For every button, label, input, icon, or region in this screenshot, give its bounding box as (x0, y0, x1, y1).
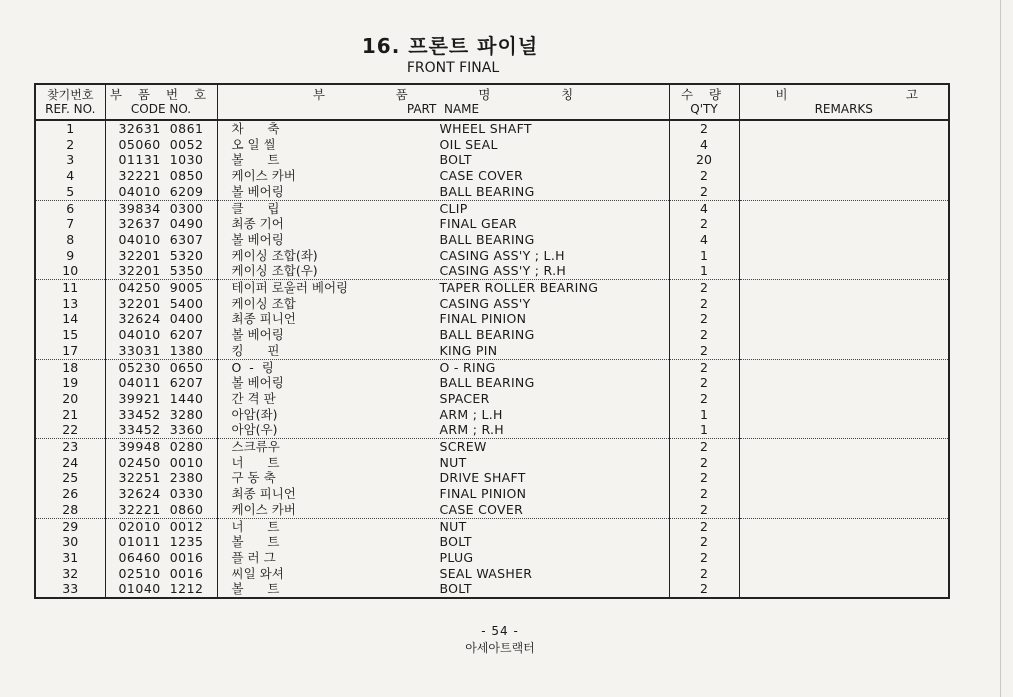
header-ref-english: REF. NO. (45, 102, 96, 116)
part-name-cell (217, 232, 669, 248)
table-row (35, 311, 949, 327)
header-code-korean: 부 품 번 호 (109, 87, 213, 102)
remarks (739, 566, 949, 582)
header-remarks-korean-1: 비 (775, 87, 788, 102)
table-row (35, 327, 949, 343)
part-name-cell (217, 311, 669, 327)
quantity: 1 (669, 407, 739, 423)
part-name-english: TAPER ROLLER BEARING (439, 280, 599, 296)
table-row (35, 407, 949, 423)
part-name-korean: 스크류우 (231, 439, 280, 455)
code-number: 02450 0010 (105, 455, 217, 471)
quantity: 2 (669, 280, 739, 296)
part-name-korean: 씨일 와셔 (231, 565, 284, 581)
remarks (739, 137, 949, 153)
table-row (35, 184, 949, 200)
ref-number: 18 (35, 359, 105, 375)
part-name-english: PLUG (439, 549, 474, 565)
part-name-korean: 볼 트 (231, 581, 280, 597)
remarks (739, 534, 949, 550)
header-part-english: PART NAME (406, 102, 480, 116)
header-remarks-korean (740, 88, 949, 102)
part-name-cell (217, 518, 669, 534)
table-row (35, 375, 949, 391)
table-row (35, 470, 949, 486)
remarks (739, 470, 949, 486)
code-number: 04010 6207 (105, 327, 217, 343)
header-code-english: CODE NO. (130, 102, 192, 116)
quantity: 2 (669, 486, 739, 502)
part-name-english: O - RING (439, 359, 496, 375)
remarks (739, 232, 949, 248)
remarks (739, 216, 949, 232)
part-name-korean: 케이스 카버 (231, 501, 296, 517)
part-name-korean: 볼 트 (231, 534, 280, 550)
table-row (35, 439, 949, 455)
ref-number: 22 (35, 422, 105, 438)
code-number: 39834 0300 (105, 200, 217, 216)
part-name-cell (217, 296, 669, 312)
part-name-cell (217, 566, 669, 582)
part-name-korean: 케이싱 조합 (231, 295, 296, 311)
remarks (739, 168, 949, 184)
table-row (35, 248, 949, 264)
part-name-english: BALL BEARING (439, 183, 535, 199)
part-name-english: OIL SEAL (439, 136, 498, 152)
part-name-korean: O - 링 (231, 359, 274, 375)
code-number: 01131 1030 (105, 152, 217, 168)
ref-number: 5 (35, 184, 105, 200)
ref-number: 17 (35, 343, 105, 359)
ref-number: 23 (35, 439, 105, 455)
table-row (35, 280, 949, 296)
quantity: 2 (669, 168, 739, 184)
header-remarks (739, 84, 949, 120)
code-number: 01040 1212 (105, 581, 217, 598)
part-name-english: CASE COVER (439, 501, 524, 517)
quantity: 2 (669, 311, 739, 327)
code-number: 32201 5400 (105, 296, 217, 312)
part-name-korean: 오 일 씰 (231, 136, 276, 152)
part-name-english: BALL BEARING (439, 375, 535, 391)
publisher-name: 아세아트랙터 (465, 641, 535, 655)
table-row (35, 232, 949, 248)
part-name-english: CASING ASS'Y (439, 295, 531, 311)
part-name-cell (217, 327, 669, 343)
quantity: 2 (669, 359, 739, 375)
part-name-cell (217, 486, 669, 502)
part-name-english: FINAL PINION (439, 311, 527, 327)
table-row (35, 455, 949, 471)
table-row (35, 550, 949, 566)
remarks (739, 581, 949, 598)
ref-number: 3 (35, 152, 105, 168)
remarks (739, 263, 949, 279)
ref-number: 20 (35, 391, 105, 407)
table-row (35, 137, 949, 153)
header-qty-korean: 수 량 (680, 87, 728, 102)
table-row (35, 518, 949, 534)
part-name-english: WHEEL SHAFT (439, 121, 532, 136)
header-part-korean-4: 칭 (561, 87, 574, 102)
code-number: 32201 5350 (105, 263, 217, 279)
part-name-cell (217, 550, 669, 566)
ref-number: 4 (35, 168, 105, 184)
table-row (35, 502, 949, 518)
table-row (35, 263, 949, 279)
header-part-name (217, 84, 669, 120)
part-name-korean: 클 립 (231, 200, 280, 216)
part-name-english: CASE COVER (439, 168, 524, 184)
part-name-korean: 케이싱 조합(좌) (231, 247, 318, 263)
part-name-cell (217, 422, 669, 438)
table-row (35, 296, 949, 312)
ref-number: 11 (35, 280, 105, 296)
remarks (739, 486, 949, 502)
header-part-korean-1: 부 (312, 87, 325, 102)
part-name-english: ARM ; L.H (439, 406, 503, 422)
part-name-cell (217, 248, 669, 264)
part-name-cell (217, 502, 669, 518)
page-title-korean: 16. 프론트 파이널 (361, 34, 539, 58)
quantity: 2 (669, 502, 739, 518)
part-name-korean: 아암(좌) (231, 406, 278, 422)
remarks (739, 407, 949, 423)
code-number: 01011 1235 (105, 534, 217, 550)
code-number: 32221 0850 (105, 168, 217, 184)
part-name-korean: 케이싱 조합(우) (231, 263, 318, 279)
code-number: 04250 9005 (105, 280, 217, 296)
header-part-korean-2: 품 (395, 87, 408, 102)
part-name-korean: 볼 베어링 (231, 327, 284, 343)
ref-number: 7 (35, 216, 105, 232)
remarks (739, 200, 949, 216)
remarks (739, 502, 949, 518)
code-number: 04010 6307 (105, 232, 217, 248)
ref-number: 2 (35, 137, 105, 153)
code-number: 02010 0012 (105, 518, 217, 534)
part-name-english: BALL BEARING (439, 327, 535, 343)
code-number: 32221 0860 (105, 502, 217, 518)
table-row (35, 534, 949, 550)
code-number: 05060 0052 (105, 137, 217, 153)
quantity: 1 (669, 248, 739, 264)
ref-number: 21 (35, 407, 105, 423)
remarks (739, 120, 949, 137)
part-name-cell (217, 280, 669, 296)
remarks (739, 375, 949, 391)
part-name-korean: 볼 베어링 (231, 375, 284, 391)
ref-number: 28 (35, 502, 105, 518)
quantity: 2 (669, 120, 739, 137)
quantity: 2 (669, 296, 739, 312)
ref-number: 10 (35, 263, 105, 279)
quantity: 2 (669, 566, 739, 582)
table-row (35, 359, 949, 375)
part-name-cell (217, 263, 669, 279)
part-name-korean: 간 격 판 (231, 390, 276, 406)
table-header-row (35, 84, 949, 120)
ref-number: 13 (35, 296, 105, 312)
ref-number: 6 (35, 200, 105, 216)
part-name-english: CLIP (439, 200, 468, 216)
parts-table (34, 83, 950, 599)
code-number: 32624 0400 (105, 311, 217, 327)
table-row (35, 200, 949, 216)
part-name-english: DRIVE SHAFT (439, 470, 526, 486)
code-number: 32251 2380 (105, 470, 217, 486)
remarks (739, 455, 949, 471)
header-qty-english: Q'TY (690, 102, 718, 116)
quantity: 2 (669, 184, 739, 200)
part-name-cell (217, 216, 669, 232)
header-ref (35, 84, 105, 120)
header-ref-korean: 찾기번호 (47, 88, 94, 102)
table-row (35, 486, 949, 502)
part-name-cell (217, 391, 669, 407)
quantity: 20 (669, 152, 739, 168)
ref-number: 33 (35, 581, 105, 598)
part-name-korean: 차 축 (231, 121, 280, 136)
quantity: 4 (669, 232, 739, 248)
ref-number: 15 (35, 327, 105, 343)
remarks (739, 518, 949, 534)
quantity: 2 (669, 470, 739, 486)
part-name-korean: 최종 피니언 (231, 486, 296, 502)
part-name-english: BOLT (439, 581, 472, 597)
code-number: 33452 3360 (105, 422, 217, 438)
part-name-korean: 구 동 축 (231, 470, 276, 486)
quantity: 2 (669, 327, 739, 343)
part-name-korean: 최종 피니언 (231, 311, 296, 327)
table-row (35, 343, 949, 359)
part-name-cell (217, 407, 669, 423)
remarks (739, 280, 949, 296)
ref-number: 29 (35, 518, 105, 534)
remarks (739, 248, 949, 264)
part-name-korean: 케이스 카버 (231, 168, 296, 184)
remarks (739, 422, 949, 438)
part-name-korean: 볼 베어링 (231, 183, 284, 199)
part-name-cell (217, 455, 669, 471)
remarks (739, 184, 949, 200)
parts-table-body (35, 120, 949, 598)
part-name-cell (217, 168, 669, 184)
table-row (35, 391, 949, 407)
ref-number: 1 (35, 120, 105, 137)
code-number: 32201 5320 (105, 248, 217, 264)
quantity: 2 (669, 216, 739, 232)
part-name-cell (217, 534, 669, 550)
part-name-english: BOLT (439, 152, 472, 168)
part-name-korean: 너 트 (231, 454, 280, 470)
table-row (35, 422, 949, 438)
table-row (35, 216, 949, 232)
part-name-korean: 테이퍼 로울러 베어링 (231, 280, 349, 296)
code-number: 39921 1440 (105, 391, 217, 407)
part-name-korean: 아암(우) (231, 422, 278, 438)
quantity: 1 (669, 263, 739, 279)
code-number: 32637 0490 (105, 216, 217, 232)
part-name-cell (217, 200, 669, 216)
quantity: 2 (669, 534, 739, 550)
quantity: 2 (669, 391, 739, 407)
quantity: 2 (669, 455, 739, 471)
remarks (739, 439, 949, 455)
code-number: 04010 6209 (105, 184, 217, 200)
part-name-english: KING PIN (439, 342, 498, 358)
ref-number: 32 (35, 566, 105, 582)
header-code (105, 84, 217, 120)
page-number: - 54 - (481, 624, 519, 638)
remarks (739, 311, 949, 327)
part-name-english: NUT (439, 454, 467, 470)
quantity: 2 (669, 375, 739, 391)
remarks (739, 550, 949, 566)
part-name-cell (217, 581, 669, 598)
part-name-english: BALL BEARING (439, 231, 535, 247)
table-row (35, 566, 949, 582)
part-name-english: FINAL PINION (439, 486, 527, 502)
part-name-cell (217, 359, 669, 375)
part-name-english: BOLT (439, 534, 472, 550)
header-remarks-english: REMARKS (814, 102, 873, 116)
quantity: 2 (669, 518, 739, 534)
remarks (739, 343, 949, 359)
header-qty (669, 84, 739, 120)
ref-number: 9 (35, 248, 105, 264)
table-row (35, 581, 949, 598)
quantity: 2 (669, 550, 739, 566)
remarks (739, 296, 949, 312)
part-name-korean: 볼 트 (231, 152, 280, 168)
quantity: 4 (669, 200, 739, 216)
part-name-cell (217, 343, 669, 359)
code-number: 32631 0861 (105, 120, 217, 137)
quantity: 4 (669, 137, 739, 153)
remarks (739, 327, 949, 343)
part-name-cell (217, 375, 669, 391)
ref-number: 8 (35, 232, 105, 248)
code-number: 06460 0016 (105, 550, 217, 566)
part-name-korean: 최종 기어 (231, 216, 284, 232)
part-name-cell (217, 152, 669, 168)
quantity: 2 (669, 343, 739, 359)
part-name-english: CASING ASS'Y ; L.H (439, 247, 565, 263)
header-remarks-korean-2: 고 (905, 87, 918, 102)
part-name-english: FINAL GEAR (439, 216, 518, 232)
quantity: 2 (669, 439, 739, 455)
table-row (35, 152, 949, 168)
ref-number: 14 (35, 311, 105, 327)
part-name-korean: 너 트 (231, 518, 280, 534)
ref-number: 31 (35, 550, 105, 566)
part-name-cell (217, 439, 669, 455)
code-number: 39948 0280 (105, 439, 217, 455)
code-number: 05230 0650 (105, 359, 217, 375)
part-name-cell (217, 184, 669, 200)
remarks (739, 359, 949, 375)
part-name-korean: 볼 베어링 (231, 231, 284, 247)
code-number: 02510 0016 (105, 566, 217, 582)
ref-number: 24 (35, 455, 105, 471)
quantity: 2 (669, 581, 739, 598)
page-edge-line (1000, 0, 1001, 697)
part-name-english: SCREW (439, 439, 487, 455)
code-number: 32624 0330 (105, 486, 217, 502)
ref-number: 30 (35, 534, 105, 550)
table-row (35, 168, 949, 184)
part-name-english: SEAL WASHER (439, 565, 533, 581)
header-part-korean (218, 88, 669, 102)
header-part-korean-3: 명 (478, 87, 491, 102)
remarks (739, 391, 949, 407)
code-number: 33452 3280 (105, 407, 217, 423)
part-name-korean: 플 러 그 (231, 549, 276, 565)
remarks (739, 152, 949, 168)
part-name-cell (217, 120, 669, 137)
part-name-cell (217, 137, 669, 153)
ref-number: 19 (35, 375, 105, 391)
quantity: 1 (669, 422, 739, 438)
code-number: 04011 6207 (105, 375, 217, 391)
part-name-english: NUT (439, 518, 467, 534)
part-name-english: CASING ASS'Y ; R.H (439, 263, 567, 279)
page-title-english: FRONT FINAL (406, 60, 500, 76)
ref-number: 26 (35, 486, 105, 502)
table-row (35, 120, 949, 137)
part-name-english: ARM ; R.H (439, 422, 504, 438)
code-number: 33031 1380 (105, 343, 217, 359)
part-name-english: SPACER (439, 390, 490, 406)
part-name-korean: 킹 핀 (231, 342, 280, 358)
part-name-cell (217, 470, 669, 486)
ref-number: 25 (35, 470, 105, 486)
